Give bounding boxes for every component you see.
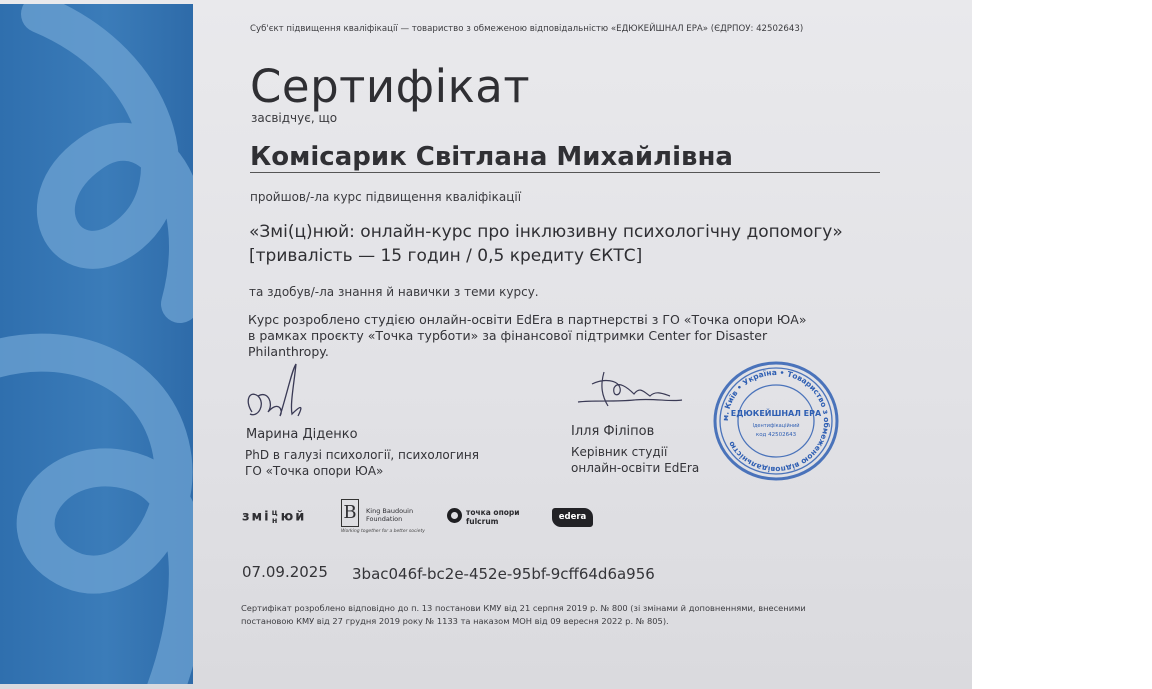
issuer-line: Суб'єкт підвищення кваліфікації — товариство з обмеженою відповідальністю «ЕДЮКЕЙШНАЛ ЕРА» (ЄДРПОУ: 42502643) — [250, 24, 804, 34]
signatory-name: Марина Діденко — [246, 427, 358, 442]
edera-logo: edera — [552, 508, 593, 527]
signatory-role-line: ГО «Точка опори ЮА» — [245, 464, 384, 478]
signatory-role — [245, 447, 479, 479]
stamp-code-text: код 42502643 — [755, 432, 797, 438]
zminyuy-logo — [242, 509, 306, 549]
development-line: Philanthropy. — [248, 344, 329, 359]
passed-text: пройшов/-ла курс підвищення кваліфікації — [250, 190, 522, 204]
development-line: в рамках проєкту «Точка турботи» за фінансової підтримки Center for Disaster — [248, 328, 768, 343]
legal-footer — [241, 602, 806, 628]
signature-didenko — [244, 360, 314, 422]
kbf-line: Foundation — [366, 515, 403, 523]
stamp-sub-text: Ідентифікаційний — [752, 423, 800, 429]
signatory-name: Ілля Філіпов — [571, 424, 655, 439]
legal-footer-line: постановою КМУ від 27 грудня 2019 року № 1133 та наказом МОН від 09 вересня 2022 р. № 805). — [241, 616, 669, 626]
development-note — [248, 312, 807, 360]
signature-filipov — [574, 366, 686, 412]
kbf-b-icon: B — [341, 499, 359, 527]
acquired-text: та здобув/-ла знання й навички з теми курсу. — [249, 285, 539, 299]
zminyuy-logo-part: юй — [280, 509, 307, 525]
kbf-text — [366, 507, 413, 523]
signatory-role-line: PhD в галузі психології, психологиня — [245, 448, 479, 462]
zminyuy-logo-part: змі — [242, 509, 271, 525]
issue-date: 07.09.2025 — [242, 563, 328, 581]
kbf-tagline: Working together for a better society — [341, 529, 425, 534]
fulcrum-text — [466, 508, 520, 526]
stamp-center-text: ЕДЮКЕЙШНАЛ ЕРА — [730, 409, 822, 418]
fulcrum-circle-icon — [447, 508, 462, 523]
zminyuy-logo-part: н — [271, 516, 278, 525]
zminyuy-logo-part: ц — [271, 508, 278, 517]
legal-footer-line: Сертифікат розроблено відповідно до п. 13 постанови КМУ від 21 серпня 2019 р. № 800 (зі змінами й доповненнями, внесеними — [241, 603, 806, 613]
signatory-role — [571, 444, 699, 476]
stamp-ring-text: м. Київ • Україна • Товариство з обмеженою відповідальністю — [720, 367, 832, 475]
certificate-title: Сертифікат — [250, 60, 531, 113]
zminyuy-logo-stack — [272, 509, 278, 525]
certificate-id: 3bac046f-bc2e-452e-95bf-9cff64d6a956 — [352, 565, 655, 583]
decorative-band — [0, 4, 193, 684]
signatory-role-line: Керівник студії — [571, 445, 668, 459]
name-underline — [250, 172, 880, 173]
kbf-line: King Baudouin — [366, 507, 414, 515]
company-stamp — [713, 361, 839, 481]
course-title: «Змі(ц)нюй: онлайн-курс про інклюзивну психологічну допомогу» — [249, 222, 843, 242]
fulcrum-line: точка опори — [466, 508, 520, 517]
fulcrum-line: fulcrum — [466, 517, 499, 526]
signatory-role-line: онлайн-освіти EdEra — [571, 461, 700, 475]
development-line: Курс розроблено студією онлайн-освіти EdEra в партнерстві з ГО «Точка опори ЮА» — [248, 312, 807, 327]
recipient-name: Комісарик Світлана Михайлівна — [250, 142, 733, 172]
certifies-text: засвідчує, що — [251, 111, 338, 125]
decorative-loop-icon — [0, 4, 193, 684]
course-duration: [тривалість — 15 годин / 0,5 кредиту ЄКТС] — [249, 246, 643, 266]
